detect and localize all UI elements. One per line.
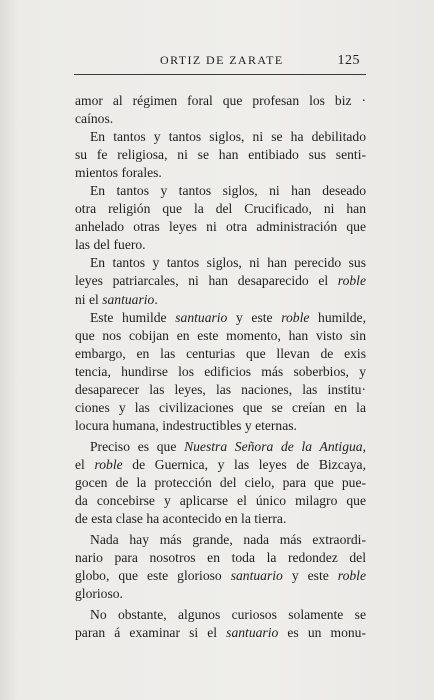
text-line: las del fuero. bbox=[75, 237, 146, 253]
paragraph bbox=[75, 606, 366, 642]
text-line: el roble de Guernica, y las leyes de Bizcaya, bbox=[75, 456, 366, 472]
text-line: su fe religiosa, ni se han entibiado sus senti- bbox=[75, 147, 366, 163]
text-line: amor al régimen foral que profesan los biz · bbox=[75, 93, 366, 108]
text-line: da concebirse y aplicarse el único milagro que bbox=[75, 493, 366, 509]
text-line: Este humilde santuario y este roble humilde, bbox=[90, 309, 366, 325]
text-line: glorioso. bbox=[75, 586, 123, 602]
text-line: Nada hay más grande, nada más extraordi- bbox=[90, 532, 366, 548]
text-line: otra religión que la del Crucificado, ni han bbox=[75, 201, 366, 217]
text-line: locura humana, indestructibles y eternas. bbox=[75, 417, 297, 433]
text-line: que nos cobijan en este momento, han visto sin bbox=[75, 327, 366, 343]
paragraph bbox=[75, 531, 366, 603]
text-line: gocen de la protección del cielo, para que pue- bbox=[75, 474, 366, 490]
text-line: caínos. bbox=[75, 111, 114, 127]
text-line: globo, que este glorioso santuario y este roble bbox=[75, 568, 366, 584]
text-line: desaparecer las leyes, las naciones, las institu· bbox=[75, 381, 366, 397]
text-line: ciones y las civilizaciones que se creían en la bbox=[75, 399, 366, 415]
paragraph bbox=[75, 128, 366, 182]
paragraph bbox=[75, 182, 366, 254]
text-line: tencia, hundirse los edificios más soberbios, y bbox=[75, 363, 366, 379]
text-line: En tantos y tantos siglos, ni han deseado bbox=[90, 183, 366, 199]
body-text bbox=[75, 92, 366, 642]
text-line: Preciso es que Nuestra Señora de la Antigua, bbox=[90, 438, 367, 454]
text-line: En tantos y tantos siglos, ni han perecido sus bbox=[90, 255, 366, 271]
paragraph bbox=[75, 309, 366, 435]
text-line: anhelado otras leyes ni otra administración que bbox=[75, 219, 366, 235]
header-rule bbox=[74, 74, 366, 75]
running-head: ORTIZ DE ZARATE bbox=[160, 53, 284, 67]
text-line: En tantos y tantos siglos, ni se ha debilitado bbox=[90, 129, 366, 145]
text-line: de esta clase ha acontecido en la tierra. bbox=[75, 511, 287, 527]
page-header bbox=[75, 53, 360, 69]
text-line: paran á examinar si el santuario es un monu- bbox=[75, 625, 366, 641]
text-line: embargo, en las centurias que llevan de exis bbox=[75, 345, 366, 361]
text-line: mientos forales. bbox=[75, 165, 162, 181]
text-line: No obstante, algunos curiosos solamente se bbox=[90, 607, 366, 623]
page-number: 125 bbox=[337, 53, 360, 68]
text-line: leyes patriarcales, ni han desaparecido el roble bbox=[75, 273, 366, 289]
paragraph bbox=[75, 92, 366, 128]
paragraph bbox=[75, 438, 366, 528]
text-line: nario para nosotros en toda la redondez del bbox=[75, 550, 366, 566]
text-line: ni el santuario. bbox=[75, 291, 158, 307]
paragraph bbox=[75, 254, 366, 308]
